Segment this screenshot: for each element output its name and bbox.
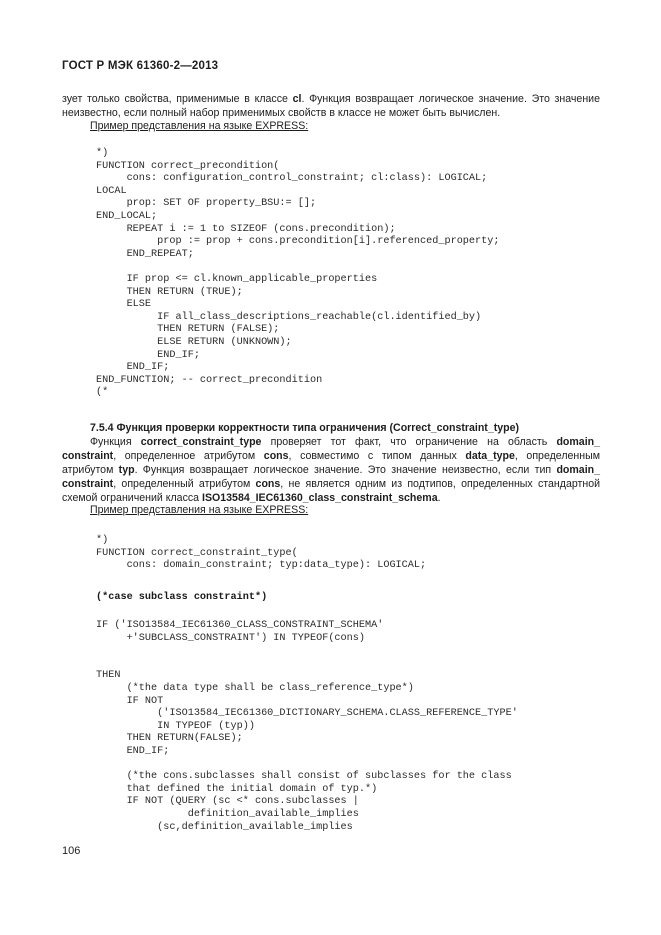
code-line: IF prop <= cl.known_applicable_properties [96, 273, 378, 285]
page-number: 106 [62, 845, 81, 857]
code-line: END_IF; [96, 362, 170, 374]
desc-line-5: схемой ограничений класса ISO13584_IEC61360_class_constraint_schema. [62, 492, 441, 504]
intro-line-2: неизвестно, если полный набор применимых свойств в классе не может быть вычислен. [62, 107, 501, 119]
code-line: ('ISO13584_IEC61360_DICTIONARY_SCHEMA.CLASS_REFERENCE_TYPE' [96, 708, 518, 720]
code-line: definition_available_implies [96, 808, 359, 820]
desc-line-1: Функция correct_constraint_type проверяет тот факт, что ограничение на область domain_ [90, 436, 600, 448]
code-line: prop: SET OF property_BSU:= []; [96, 198, 317, 210]
express-code-block-2 [96, 535, 426, 573]
code-line: IF NOT [96, 695, 164, 707]
code-line: END_IF; [96, 349, 200, 361]
code-line: cons: domain_constraint; typ:data_type): LOGICAL; [96, 560, 427, 572]
express-code-block-3 [96, 620, 518, 834]
code-line: (*the data type shall be class_reference_type*) [96, 682, 414, 694]
code-line: IN TYPEOF (typ)) [96, 720, 255, 732]
code-line: that defined the initial domain of typ.*) [96, 783, 378, 795]
code-line: (*the cons.subclasses shall consist of subclasses for the class [96, 771, 512, 783]
code-line: IF ('ISO13584_IEC61360_CLASS_CONSTRAINT_SCHEMA' [96, 620, 384, 631]
code-line: END_REPEAT; [96, 248, 194, 260]
code-line: (* [96, 387, 109, 399]
code-line: ELSE RETURN (UNKNOWN); [96, 336, 292, 348]
code-line: THEN RETURN (TRUE); [96, 286, 243, 298]
code-line: ELSE [96, 299, 152, 311]
code-line: cons: configuration_control_constraint; cl:class): LOGICAL; [96, 173, 488, 185]
desc-line-2: constraint, определенное атрибутом cons, совместимо с типом данных data_type, определенным [62, 450, 600, 462]
express-code-block-1 [96, 148, 500, 400]
code-line: THEN [96, 670, 121, 682]
express-code-comment-bold: (*case subclass constraint*) [96, 592, 268, 603]
code-line: FUNCTION correct_precondition( [96, 160, 280, 172]
code-line: THEN RETURN (FALSE); [96, 324, 280, 336]
intro-paragraph [62, 92, 600, 120]
code-line: END_FUNCTION; -- correct_precondition [96, 374, 323, 386]
code-line: END_LOCAL; [96, 210, 158, 222]
code-line: FUNCTION correct_constraint_type( [96, 547, 298, 559]
example-label-2: Пример представления на языке EXPRESS: [90, 504, 309, 516]
intro-line-1: зует только свойства, применимые в классе cl. Функция возвращает логическое значение. Это значение [62, 93, 600, 105]
code-line: *) [96, 535, 109, 546]
section-heading: 7.5.4 Функция проверки корректности типа ограничения (Correct_constraint_type) [90, 422, 520, 434]
code-line: LOCAL [96, 185, 127, 197]
code-line: IF all_class_descriptions_reachable(cl.identified_by) [96, 311, 482, 323]
page-header: ГОСТ Р МЭК 61360-2—2013 [62, 60, 219, 72]
desc-line-3: атрибутом typ. Функция возвращает логическое значение. Это значение неизвестно, если тип domain_ [62, 464, 600, 476]
example-label-1: Пример представления на языке EXPRESS: [90, 120, 309, 132]
function-description [62, 435, 600, 505]
code-line: IF NOT (QUERY (sc <* cons.subclasses | [96, 796, 359, 808]
code-line: prop := prop + cons.precondition[i].referenced_property; [96, 236, 500, 248]
code-line: *) [96, 148, 109, 159]
code-line: THEN RETURN(FALSE); [96, 733, 243, 745]
code-line: END_IF; [96, 745, 170, 757]
desc-line-4: constraint, определенный атрибутом cons, не является одним из подтипов, определенных стандартной [62, 478, 601, 490]
code-line: +'SUBCLASS_CONSTRAINT') IN TYPEOF(cons) [96, 632, 365, 644]
code-line: REPEAT i := 1 to SIZEOF (cons.precondition); [96, 223, 396, 235]
code-line: (sc,definition_available_implies [96, 821, 353, 833]
